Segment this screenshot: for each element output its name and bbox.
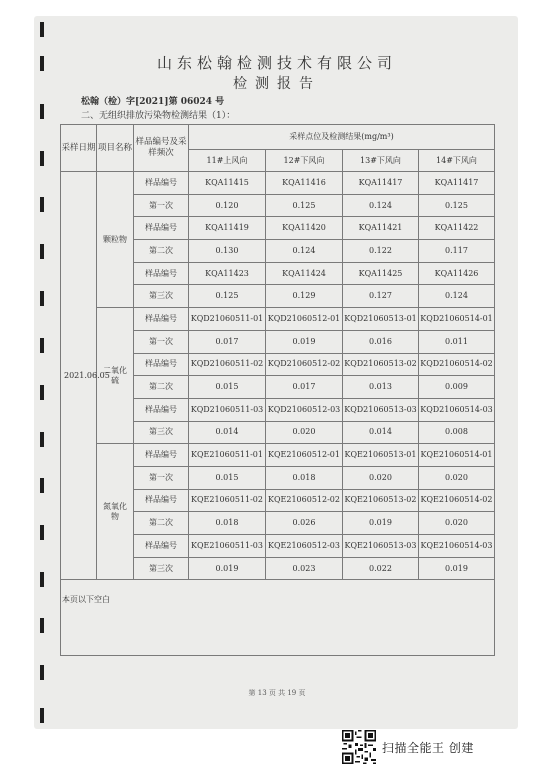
cell-value: KQA11424 <box>266 262 343 285</box>
header-item: 项目名称 <box>97 125 134 172</box>
cell-value: 0.020 <box>343 466 419 489</box>
cell-value: 0.125 <box>266 194 343 217</box>
cell-value: KQA11416 <box>266 172 343 195</box>
cell-value: 0.019 <box>419 557 495 580</box>
cell-value: KQD21060511-01 <box>189 308 266 331</box>
qr-code-icon <box>342 730 376 764</box>
cell-value: KQE21060511-01 <box>189 444 266 467</box>
header-point-14: 14#下风向 <box>419 150 495 172</box>
cell-value: 0.019 <box>266 330 343 353</box>
binder-hole <box>40 708 44 723</box>
row-label: 第二次 <box>134 512 189 535</box>
cell-value: 0.011 <box>419 330 495 353</box>
cell-value: 0.124 <box>343 194 419 217</box>
row-label: 样品编号 <box>134 308 189 331</box>
cell-value: 0.022 <box>343 557 419 580</box>
cell-value: KQD21060513-03 <box>343 398 419 421</box>
cell-value: KQA11422 <box>419 217 495 240</box>
row-label: 样品编号 <box>134 353 189 376</box>
report-reference-number: 松翰（检）字[2021]第 06024 号 <box>81 97 225 107</box>
binder-hole <box>40 618 44 633</box>
row-label: 第二次 <box>134 376 189 399</box>
cell-value: KQD21060514-03 <box>419 398 495 421</box>
row-label: 第二次 <box>134 240 189 263</box>
row-label: 样品编号 <box>134 444 189 467</box>
binder-hole <box>40 385 44 400</box>
cell-value: KQE21060514-02 <box>419 489 495 512</box>
cell-value: 0.019 <box>189 557 266 580</box>
header-point-12: 12#下风向 <box>266 150 343 172</box>
sampling-date: 2021.06.05 <box>61 172 97 580</box>
row-label: 样品编号 <box>134 262 189 285</box>
binder-hole <box>40 572 44 587</box>
cell-value: KQA11420 <box>266 217 343 240</box>
row-label: 样品编号 <box>134 535 189 558</box>
cell-value: KQD21060514-02 <box>419 353 495 376</box>
cell-value: KQA11419 <box>189 217 266 240</box>
cell-value: KQA11423 <box>189 262 266 285</box>
cell-value: KQA11421 <box>343 217 419 240</box>
scanner-watermark: 扫描全能王 创建 <box>382 741 474 755</box>
cell-value: 0.014 <box>343 421 419 444</box>
cell-value: KQD21060512-02 <box>266 353 343 376</box>
cell-value: KQE21060512-02 <box>266 489 343 512</box>
cell-value: 0.122 <box>343 240 419 263</box>
binder-hole <box>40 151 44 166</box>
row-label: 第三次 <box>134 557 189 580</box>
cell-value: KQD21060511-02 <box>189 353 266 376</box>
cell-value: KQA11426 <box>419 262 495 285</box>
cell-value: 0.125 <box>419 194 495 217</box>
cell-value: KQE21060513-03 <box>343 535 419 558</box>
binder-hole <box>40 244 44 259</box>
cell-value: 0.018 <box>266 466 343 489</box>
cell-value: 0.130 <box>189 240 266 263</box>
row-label: 样品编号 <box>134 217 189 240</box>
cell-value: 0.016 <box>343 330 419 353</box>
row-label: 样品编号 <box>134 489 189 512</box>
blank-area <box>61 580 495 656</box>
cell-value: 0.124 <box>419 285 495 308</box>
cell-value: KQE21060511-03 <box>189 535 266 558</box>
binder-hole <box>40 432 44 447</box>
cell-value: 0.018 <box>189 512 266 535</box>
cell-value: KQD21060511-03 <box>189 398 266 421</box>
row-label: 第一次 <box>134 194 189 217</box>
cell-value: KQE21060512-03 <box>266 535 343 558</box>
cell-value: 0.124 <box>266 240 343 263</box>
results-table <box>60 124 495 656</box>
cell-value: KQE21060513-01 <box>343 444 419 467</box>
row-label: 第三次 <box>134 285 189 308</box>
header-point-11: 11#上风向 <box>189 150 266 172</box>
cell-value: 0.026 <box>266 512 343 535</box>
cell-value: KQD21060512-01 <box>266 308 343 331</box>
header-date: 采样日期 <box>61 125 97 172</box>
report-title: 检测报告 <box>233 76 321 92</box>
cell-value: KQA11415 <box>189 172 266 195</box>
binder-hole <box>40 104 44 119</box>
cell-value: KQD21060512-03 <box>266 398 343 421</box>
item-name: 颗粒物 <box>97 172 134 308</box>
cell-value: 0.020 <box>419 466 495 489</box>
cell-value: 0.014 <box>189 421 266 444</box>
cell-value: 0.008 <box>419 421 495 444</box>
page-number: 第 13 页 共 19 页 <box>248 689 306 697</box>
item-name: 氮氧化物 <box>97 444 134 580</box>
row-label: 样品编号 <box>134 172 189 195</box>
cell-value: KQE21060511-02 <box>189 489 266 512</box>
binder-hole <box>40 197 44 212</box>
cell-value: KQE21060514-03 <box>419 535 495 558</box>
cell-value: 0.017 <box>266 376 343 399</box>
cell-value: 0.023 <box>266 557 343 580</box>
row-label: 样品编号 <box>134 398 189 421</box>
cell-value: KQD21060514-01 <box>419 308 495 331</box>
binder-hole <box>40 525 44 540</box>
binder-hole <box>40 22 44 37</box>
cell-value: KQD21060513-02 <box>343 353 419 376</box>
cell-value: 0.020 <box>419 512 495 535</box>
cell-value: 0.013 <box>343 376 419 399</box>
cell-value: KQD21060513-01 <box>343 308 419 331</box>
blank-below-note: 本页以下空白 <box>62 595 110 604</box>
header-sample: 样品编号及采样频次 <box>134 125 189 172</box>
cell-value: 0.015 <box>189 376 266 399</box>
binder-hole <box>40 338 44 353</box>
cell-value: KQE21060514-01 <box>419 444 495 467</box>
cell-value: KQE21060512-01 <box>266 444 343 467</box>
company-name: 山东松翰检测技术有限公司 <box>156 54 397 72</box>
binder-hole <box>40 665 44 680</box>
header-results: 采样点位及检测结果(mg/m³) <box>189 125 495 150</box>
row-label: 第三次 <box>134 421 189 444</box>
cell-value: 0.015 <box>189 466 266 489</box>
cell-value: 0.120 <box>189 194 266 217</box>
binder-hole <box>40 478 44 493</box>
cell-value: 0.009 <box>419 376 495 399</box>
binder-hole <box>40 291 44 306</box>
row-label: 第一次 <box>134 466 189 489</box>
cell-value: 0.017 <box>189 330 266 353</box>
section-title: 二、无组织排放污染物检测结果（1）： <box>81 111 236 121</box>
header-point-13: 13#下风向 <box>343 150 419 172</box>
cell-value: KQA11425 <box>343 262 419 285</box>
row-label: 第一次 <box>134 330 189 353</box>
cell-value: KQA11417 <box>343 172 419 195</box>
cell-value: KQA11417 <box>419 172 495 195</box>
cell-value: 0.129 <box>266 285 343 308</box>
item-name: 二氧化硫 <box>97 308 134 444</box>
cell-value: 0.019 <box>343 512 419 535</box>
cell-value: 0.020 <box>266 421 343 444</box>
cell-value: KQE21060513-02 <box>343 489 419 512</box>
cell-value: 0.127 <box>343 285 419 308</box>
cell-value: 0.117 <box>419 240 495 263</box>
cell-value: 0.125 <box>189 285 266 308</box>
